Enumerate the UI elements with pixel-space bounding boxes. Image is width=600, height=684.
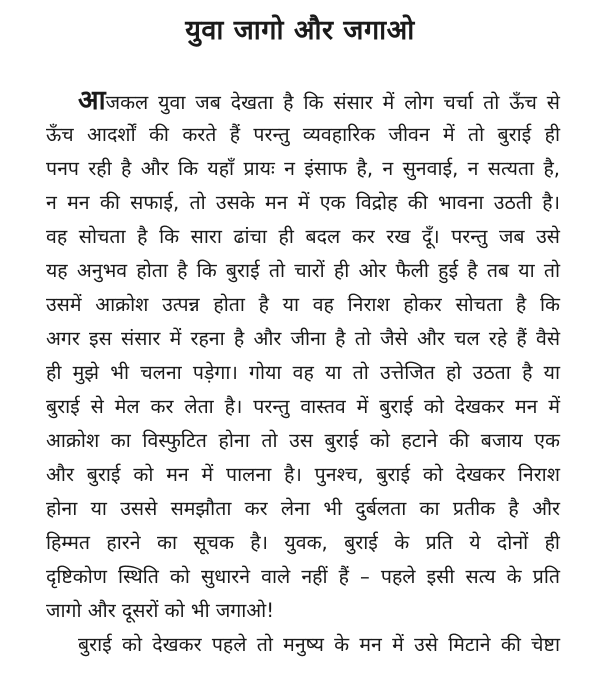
- paragraph-1: [46, 84, 560, 628]
- paragraph-line: हिम्मत हारने का सूचक है। युवक, बुराई के प्रति ये दोनों ही: [46, 531, 560, 554]
- paragraph-line: और बुराई को मन में पालना है। पुनश्च, बुराई को देखकर निराश: [46, 463, 560, 486]
- paragraph-line: अगर इस संसार में रहना है और जीना है तो जैसे और चल रहे हैं वैसे: [46, 327, 560, 350]
- article-body: [46, 84, 560, 662]
- paragraph-line: उसमें आक्रोश उत्पन्न होता है या वह निराश होकर सोचता है कि: [46, 293, 560, 316]
- paragraph-line: न मन की सफाई, तो उसके मन में एक विद्रोह की भावना उठती है।: [46, 191, 560, 214]
- paragraph-line: आक्रोश का विस्फुटित होना तो उस बुराई को हटाने की बजाय एक: [46, 429, 560, 452]
- paragraph-line: दृष्टिकोण स्थिति को सुधारने वाले नहीं हैं – पहले इसी सत्य के प्रति: [46, 565, 560, 588]
- paragraph-line: ऊँच आदर्शों की करते हैं परन्तु व्यवहारिक जीवन में तो बुराई ही: [46, 123, 560, 146]
- paragraph-line: यह अनुभव होता है कि बुराई तो चारों ही ओर फैली हुई है तब या तो: [46, 259, 560, 282]
- paragraph-line: वह सोचता है कि सारा ढांचा ही बदल कर रख दूँ। परन्तु जब उसे: [46, 225, 560, 248]
- paragraph-line: बुराई को देखकर पहले तो मनुष्य के मन में उसे मिटाने की चेष्टा: [78, 633, 560, 656]
- article-title: युवा जागो और जगाओ: [185, 15, 415, 46]
- paragraph-line: ही मुझे भी चलना पड़ेगा। गोया वह या तो उत्तेजित हो उठता है या: [46, 361, 560, 384]
- paragraph-2: [46, 628, 560, 662]
- paragraph-line: बुराई से मेल कर लेता है। परन्तु वास्तव में बुराई को देखकर मन में: [46, 395, 560, 418]
- paragraph-line-text: जकल युवा जब देखता है कि संसार में लोग चर्चा तो ऊँच से: [105, 91, 560, 114]
- paragraph-line: पनप रही है और कि यहाँ प्रायः न इंसाफ है, न सुनवाई, न सत्यता है,: [46, 157, 560, 180]
- drop-cap: आ: [78, 85, 106, 116]
- paragraph-line: होना या उससे समझौता कर लेना भी दुर्बलता का प्रतीक है और: [46, 497, 560, 520]
- paragraph-line: [46, 84, 560, 118]
- paragraph-line: जागो और दूसरों को भी जगाओ!: [46, 599, 275, 622]
